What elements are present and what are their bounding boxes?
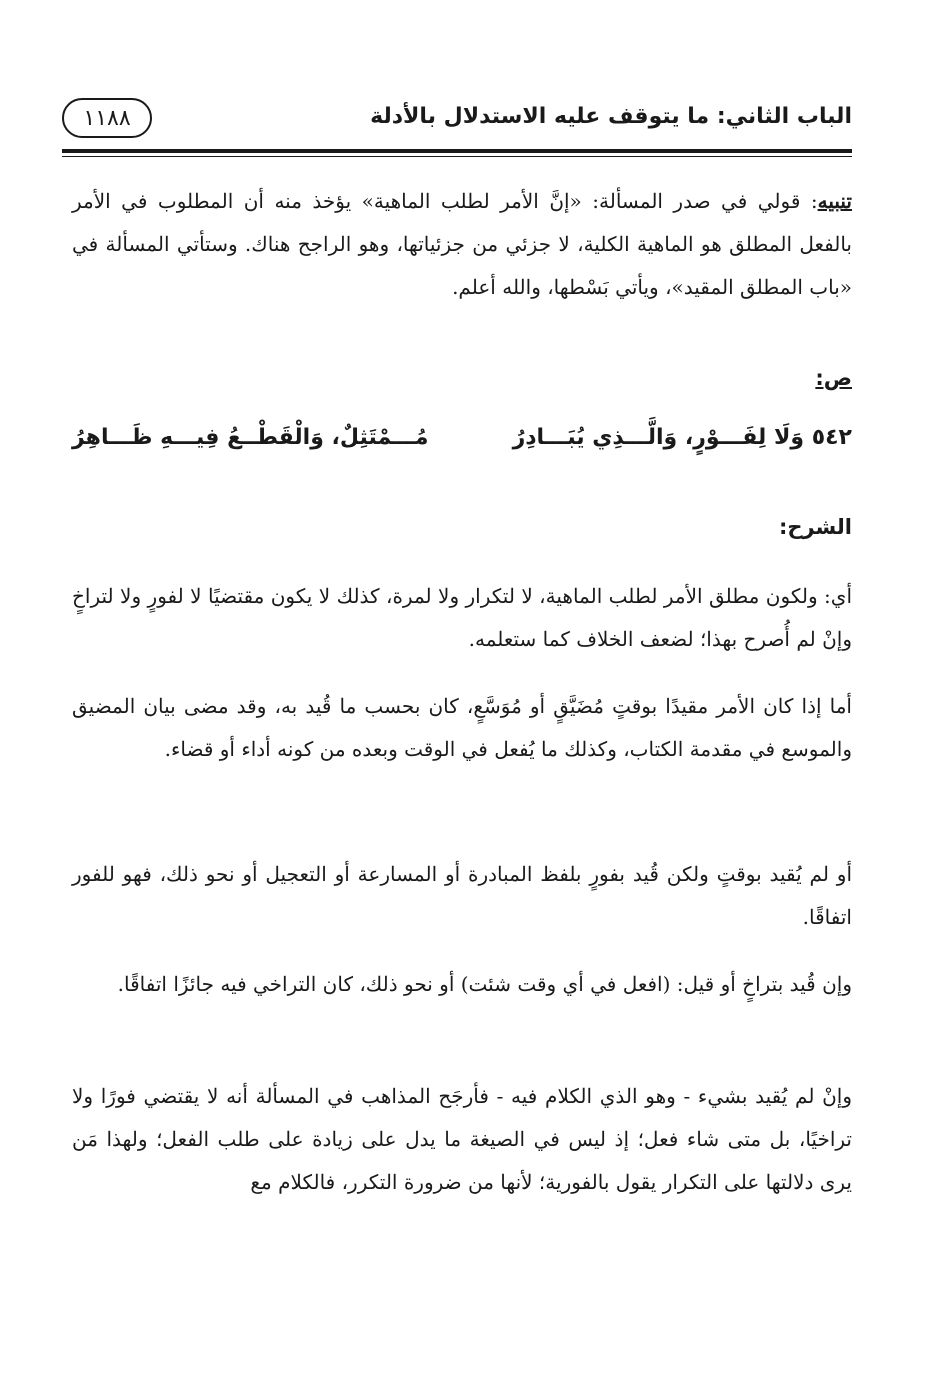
header-rule-thick: [62, 149, 852, 153]
paragraph-5: وإنْ لم يُقيد بشيء - وهو الذي الكلام فيه - فأرجَح المذاهب في المسألة أنه لا يقتضي فورًا ولا تراخيًا، بل متى شاء فعل؛ إذ ليس في الصيغة ما يدل على زيادة على طلب الفعل؛ ولهذا مَن يرى دلالتها على التكرار يقول بالفورية؛ لأنها من ضرورة التكرر، فالكلام مع: [72, 1084, 852, 1194]
note-text: : قولي في صدر المسألة: «إنَّ الأمر لطلب الماهية» يؤخذ منه أن المطلوب في الأمر بالفعل المطلق هو الماهية الكلية، لا جزئي من جزئياتها، وهو الراجح هناك. وستأتي المسألة في «باب المطلق المقيد»، ويأتي بَسْطها، والله أعلم.: [72, 189, 852, 299]
paragraph-4: وإن قُيد بتراخٍ أو قيل: (افعل في أي وقت شئت) أو نحو ذلك، كان التراخي فيه جائزًا اتفاقًا.: [117, 972, 852, 996]
paragraph-1: أي: ولكون مطلق الأمر لطلب الماهية، لا لتكرار ولا لمرة، كذلك لا يكون مقتضيًا لا لفورٍ ولا لتراخٍ وإنْ لم أُصرح بهذا؛ لضعف الخلاف كما ستعلمه.: [72, 584, 852, 651]
header-rule-thin: [62, 156, 852, 157]
commentary-heading: الشرح:: [778, 515, 852, 539]
chapter-title: الباب الثاني: ما يتوقف عليه الاستدلال بالأدلة: [370, 104, 852, 129]
verse-second-hemistich: مُـــمْتَثِلٌ، وَالْقَطْــعُ فِيـــهِ ظَـــاهِرُ: [72, 425, 429, 450]
verse-first-part: [513, 425, 852, 450]
text-heading: ص:: [815, 366, 852, 390]
verse-number: ٥٤٢: [811, 425, 852, 450]
page-header: [62, 98, 852, 148]
verse-line: [72, 425, 852, 450]
note-label: تنبيه: [817, 189, 852, 213]
paragraph-3: أو لم يُقيد بوقتٍ ولكن قُيد بفورٍ بلفظ المبادرة أو المسارعة أو التعجيل أو نحو ذلك، فهو للفور اتفاقًا.: [72, 862, 852, 929]
note-paragraph: [72, 180, 852, 309]
verse-first-hemistich: وَلَا لِفَـــوْرٍ، وَالَّـــذِي يُبَـــادِرُ: [512, 425, 805, 450]
page-number-badge: ١١٨٨: [62, 98, 152, 138]
paragraph-2: أما إذا كان الأمر مقيدًا بوقتٍ مُضَيَّقٍ أو مُوَسَّعٍ، كان بحسب ما قُيد به، وقد مضى بيان المضيق والموسع في مقدمة الكتاب، وكذلك ما يُفعل في الوقت وبعده من كونه أداء أو قضاء.: [72, 694, 852, 761]
